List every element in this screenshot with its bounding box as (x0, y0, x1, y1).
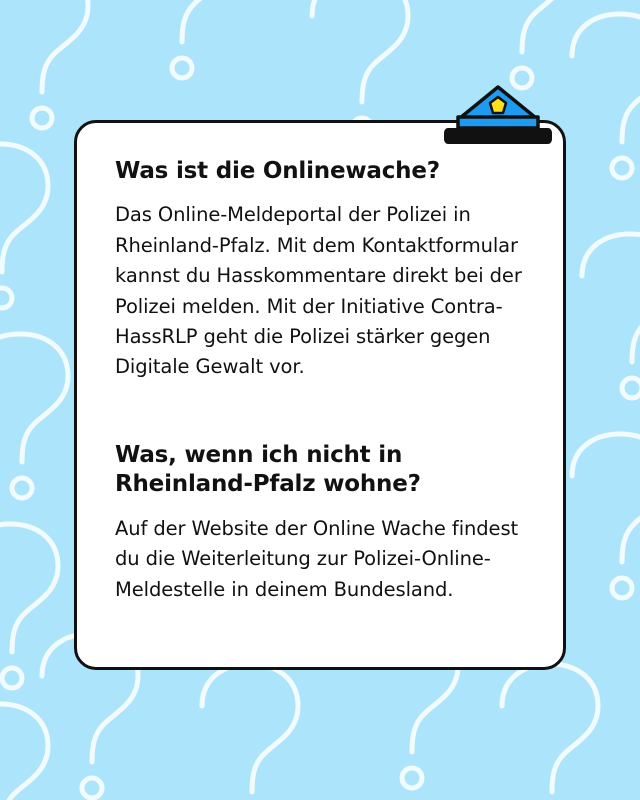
question-heading-2: Was, wenn ich nicht in Rheinland-Pfalz wohne? (115, 441, 421, 498)
card-content (115, 157, 525, 647)
section-divider-space (115, 383, 525, 441)
answer-text-2: Auf der Website der Online Wache findest du die Weiterleitung zur Polizei-Online-Meldestelle in deinem Bundesland. (115, 516, 519, 601)
card-surface (74, 120, 566, 670)
faq-card (74, 120, 566, 670)
answer-text-1: Das Online-Meldeportal der Polizei in Rheinland-Pfalz. Mit dem Kontaktformular kannst du Hasskommentare direkt bei der Polizei melden. Mit der Initiative Contra-HassRLP geht die Polizei stärker gegen Digitale Gewalt vor. (115, 203, 522, 379)
police-cap-icon (440, 84, 556, 150)
question-heading-1: Was ist die Onlinewache? (115, 158, 440, 184)
